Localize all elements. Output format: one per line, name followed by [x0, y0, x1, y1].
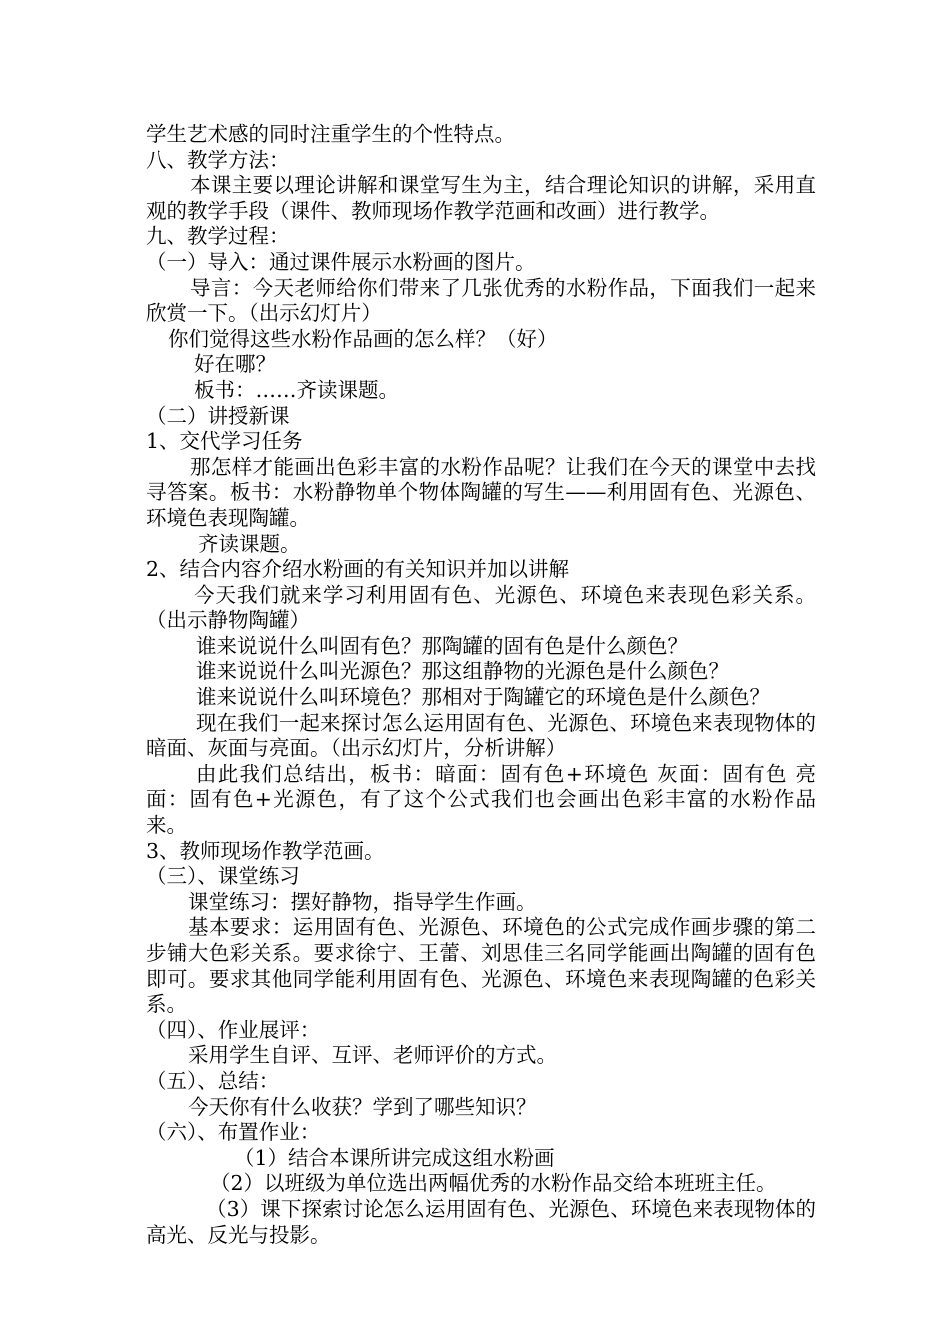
subheading-new-lesson: （二）讲授新课	[146, 403, 290, 428]
heading-task-3: 3、教师现场作教学范画。	[146, 838, 385, 863]
subheading-summary: （五）、总结：	[146, 1068, 280, 1093]
paragraph-continuation: 学生艺术感的同时注重学生的个性特点。	[146, 122, 515, 146]
subheading-homework: （六）、布置作业：	[146, 1120, 321, 1145]
paragraph-practice: 课堂练习：摆好静物，指导学生作画。	[188, 889, 537, 914]
paragraph-question-ambient-color: 谁来说说什么叫环境色？那相对于陶罐它的环境色是什么颜色？	[196, 685, 770, 710]
homework-item-2: （2）以班级为单位选出两幅优秀的水粉作品交给本班班主任。	[210, 1171, 777, 1196]
paragraph-explore: 现在我们一起来探讨怎么运用固有色、光源色、环境色来表现物体的暗面、灰面与亮面。（出示幻灯片，分析讲解）	[146, 710, 816, 761]
subheading-evaluation: （四）、作业展评：	[146, 1017, 321, 1042]
section-heading-teaching-process: 九、教学过程：	[146, 224, 290, 249]
homework-item-3: （3）课下探索讨论怎么运用固有色、光源色、环境色来表现物体的高光、反光与投影。	[146, 1196, 816, 1247]
paragraph-question-where: 好在哪？	[194, 352, 276, 377]
paragraph-summary: 今天你有什么收获？学到了哪些知识？	[188, 1094, 537, 1119]
paragraph-read-title: 齐读课题。	[198, 531, 301, 556]
paragraph-summary-formula: 由此我们总结出，板书：暗面：固有色+环境色 灰面：固有色 亮面：固有色+光源色，有了这个公式我们也会画出色彩丰富的水粉作品来。	[146, 761, 816, 838]
heading-task-2: 2、结合内容介绍水粉画的有关知识并加以讲解	[146, 557, 570, 582]
heading-task-1: 1、交代学习任务	[146, 429, 303, 454]
paragraph-task-1: 那怎样才能画出色彩丰富的水粉作品呢？让我们在今天的课堂中去找寻答案。板书：水粉静物单个物体陶罐的写生——利用固有色、光源色、环境色表现陶罐。	[146, 454, 816, 530]
subheading-practice: （三）、课堂练习	[146, 864, 300, 889]
paragraph-lead-in: 导言：今天老师给你们带来了几张优秀的水粉作品，下面我们一起来欣赏一下。（出示幻灯片）	[146, 275, 816, 326]
paragraph-requirements: 基本要求：运用固有色、光源色、环境色的公式完成作画步骤的第二步铺大色彩关系。要求徐宁、王蕾、刘思佳三名同学能画出陶罐的固有色即可。要求其他同学能利用固有色、光源色、环境色来表现陶罐的色彩关系。	[146, 915, 816, 1017]
paragraph-question-how: 你们觉得这些水粉作品画的怎么样？（好）	[168, 326, 558, 351]
section-heading-teaching-methods: 八、教学方法：	[146, 147, 290, 172]
paragraph-teaching-methods: 本课主要以理论讲解和课堂写生为主，结合理论知识的讲解，采用直观的教学手段（课件、教师现场作教学范画和改画）进行教学。	[146, 173, 816, 223]
subheading-introduction: （一）导入：通过课件展示水粉画的图片。	[146, 249, 536, 274]
homework-item-1: （1）结合本课所讲完成这组水粉画	[234, 1145, 555, 1170]
paragraph-question-inherent-color: 谁来说说什么叫固有色？那陶罐的固有色是什么颜色？	[196, 633, 688, 658]
document-body	[146, 122, 816, 1248]
paragraph-question-light-color: 谁来说说什么叫光源色？那这组静物的光源色是什么颜色？	[196, 659, 729, 684]
paragraph-blackboard-title: 板书：……齐读课题。	[194, 377, 399, 402]
paragraph-evaluation: 采用学生自评、互评、老师评价的方式。	[188, 1043, 557, 1068]
paragraph-task-2-intro: 今天我们就来学习利用固有色、光源色、环境色来表现色彩关系。（出示静物陶罐）	[146, 582, 816, 633]
